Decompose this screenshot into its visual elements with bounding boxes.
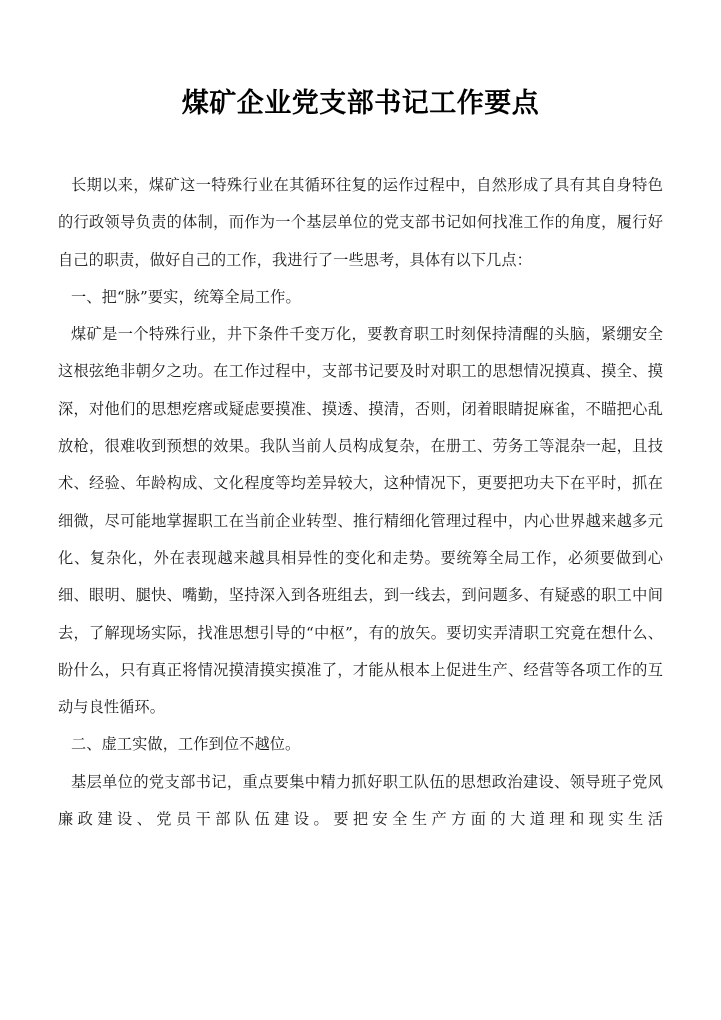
section-heading-two: 二、虚工实做，工作到位不越位。 bbox=[71, 735, 301, 754]
paragraph-section-two-body: 基层单位的党支部书记，重点要集中精力抓好职工队伍的思想政治建设、领导班子党风廉政建设、党员干部队伍建设。要把安全生产方面的大道理和现实生活 bbox=[58, 772, 663, 829]
section-heading-one: 一、把“脉”要实，统筹全局工作。 bbox=[71, 287, 301, 306]
paragraph-intro: 长期以来，煤矿这一特殊行业在其循环往复的运作过程中，自然形成了具有其自身特色的行政领导负责的体制，而作为一个基层单位的党支部书记如何找准工作的角度，履行好自己的职责，做好自己的工作，我进行了一些思考，具体有以下几点： bbox=[58, 176, 663, 269]
paragraph-section-one-body: 煤矿是一个特殊行业，井下条件千变万化，要教育职工时刻保持清醒的头脑，紧绷安全这根弦绝非朝夕之功。在工作过程中，支部书记要及时对职工的思想情况摸真、摸全、摸深，对他们的思想疙瘩或疑虑要摸准、摸透、摸清，否则，闭着眼睛捉麻雀，不瞄把心乱放枪，很难收到预想的效果。我队当前人员构成复杂，在册工、劳务工等混杂一起，且技术、经验、年龄构成、文化程度等均差异较大，这种情况下，更要把功夫下在平时，抓在细微，尽可能地掌握职工在当前企业转型、推行精细化管理过程中，内心世界越来越多元化、复杂化，外在表现越来越具相异性的变化和走势。要统筹全局工作，必须要做到心细、眼明、腿快、嘴勤，坚持深入到各班组去，到一线去，到问题多、有疑惑的职工中间去，了解现场实际，找准思想引导的“中枢”，有的放矢。要切实弄清职工究竟在想什么、盼什么，只有真正将情况摸清摸实摸准了，才能从根本上促进生产、经营等各项工作的互动与良性循环。 bbox=[58, 325, 663, 717]
title-spacer bbox=[58, 117, 663, 167]
page-title: 煤矿企业党支部书记工作要点 bbox=[181, 88, 540, 119]
document-body bbox=[58, 0, 663, 838]
